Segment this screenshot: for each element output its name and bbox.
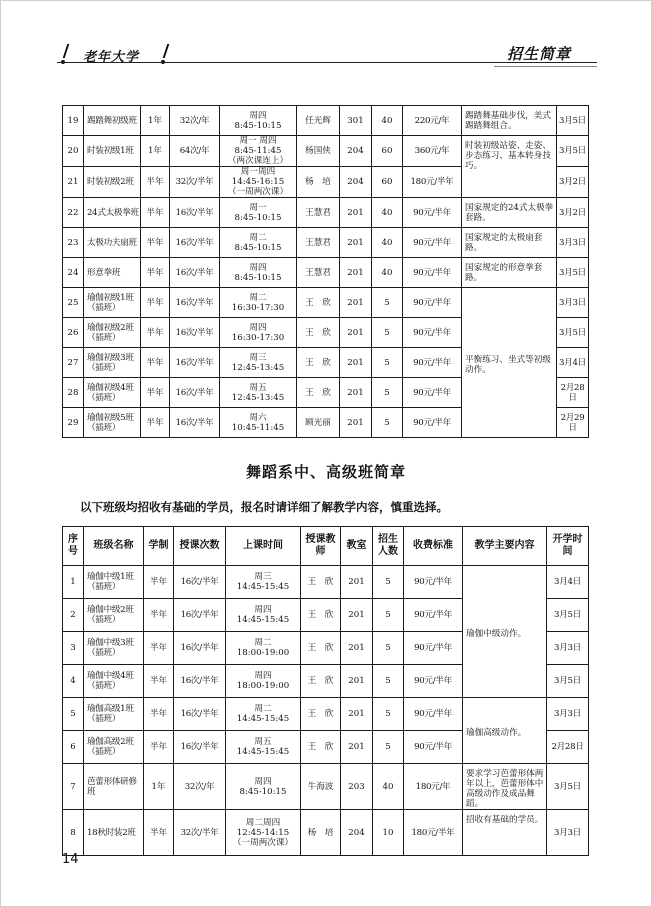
- cell-sessions: 32次/半年: [170, 167, 220, 198]
- cell-room: 201: [340, 348, 372, 378]
- cell-teacher: 王 欣: [297, 288, 340, 318]
- cell-no: 8: [63, 810, 84, 856]
- cell-fee: 90元/半年: [403, 318, 462, 348]
- header-rule-accent: [494, 66, 597, 67]
- cell-start: 3月5日: [557, 106, 589, 136]
- cell-term: 半年: [141, 378, 170, 408]
- header-right-title: 招生简章: [506, 45, 571, 63]
- cell-term: 半年: [144, 632, 174, 665]
- cell-time: 周五 14:45-15:45: [226, 731, 301, 764]
- table-row: [63, 198, 589, 228]
- cell-content: [462, 228, 557, 258]
- cell-content: [463, 810, 547, 856]
- cell-start: 3月3日: [557, 228, 589, 258]
- table-row: [63, 228, 589, 258]
- cell-term: 半年: [141, 258, 170, 288]
- content-text: 国家规定的形意拳套路。: [465, 263, 543, 283]
- cell-time: 周四 16:30-17:30: [220, 318, 297, 348]
- cell-quota: 40: [372, 106, 403, 136]
- cell-class-name: 时装初级2班: [84, 167, 141, 198]
- content-text: 国家规定的太极扇套路。: [465, 233, 543, 253]
- cell-fee: 180元/年: [404, 764, 463, 810]
- cell-content: [463, 566, 547, 698]
- cell-teacher: 王 欣: [301, 665, 341, 698]
- cell-quota: 40: [372, 258, 403, 288]
- cell-no: 2: [63, 599, 84, 632]
- cell-start: 3月2日: [557, 167, 589, 198]
- cell-quota: 5: [373, 566, 404, 599]
- cell-time: 周四 14:45-15:45: [226, 599, 301, 632]
- cell-quota: 5: [372, 288, 403, 318]
- cell-sessions: 16次/半年: [170, 408, 220, 438]
- cell-room: 301: [340, 106, 372, 136]
- cell-term: 半年: [141, 288, 170, 318]
- table-row: [63, 764, 589, 810]
- cell-teacher: 任光辉: [297, 106, 340, 136]
- col-header-name: 班级名称: [84, 527, 144, 566]
- col-header-content: 教学主要内容: [463, 527, 547, 566]
- cell-term: 半年: [141, 228, 170, 258]
- cell-start: 3月3日: [557, 288, 589, 318]
- cell-quota: 40: [373, 764, 404, 810]
- cell-class-name: 时装初级1班: [84, 136, 141, 167]
- cell-start: 2月28日: [547, 731, 589, 764]
- cell-term: 半年: [144, 665, 174, 698]
- cell-quota: 60: [372, 167, 403, 198]
- col-header-no: 序号: [63, 527, 84, 566]
- cell-start: 3月4日: [557, 348, 589, 378]
- table-row: [63, 566, 589, 599]
- cell-time: 周二 16:30-17:30: [220, 288, 297, 318]
- cell-sessions: 16次/半年: [170, 258, 220, 288]
- table-row: [63, 258, 589, 288]
- cell-no: 26: [63, 318, 84, 348]
- cell-teacher: 王 欣: [297, 378, 340, 408]
- cell-no: 21: [63, 167, 84, 198]
- cell-sessions: 16次/半年: [170, 228, 220, 258]
- cell-teacher: 王 欣: [297, 318, 340, 348]
- cell-room: 203: [341, 764, 373, 810]
- cell-class-name: 瑜伽中级1班 （插班）: [84, 566, 144, 599]
- cell-sessions: 16次/半年: [170, 378, 220, 408]
- cell-quota: 5: [372, 378, 403, 408]
- cell-start: 3月5日: [547, 599, 589, 632]
- col-header-start: 开学时间: [547, 527, 589, 566]
- cell-class-name: 瑜伽初级1班 （插班）: [84, 288, 141, 318]
- cell-time: 周一周四 14:45-16:15 （一周两次课）: [220, 167, 297, 198]
- cell-no: 22: [63, 198, 84, 228]
- cell-time: 周三 14:45-15:45: [226, 566, 301, 599]
- col-header-term: 学制: [144, 527, 174, 566]
- cell-class-name: 24式太极拳班: [84, 198, 141, 228]
- header-ornament: [163, 44, 170, 58]
- cell-room: 204: [340, 136, 372, 167]
- cell-time: 周二周四 12:45-14:15 （一周两次课）: [226, 810, 301, 856]
- cell-fee: 90元/半年: [403, 198, 462, 228]
- cell-quota: 5: [373, 632, 404, 665]
- cell-teacher: 牛海波: [301, 764, 341, 810]
- cell-time: 周二 8:45-10:15: [220, 228, 297, 258]
- cell-room: 204: [340, 167, 372, 198]
- cell-term: 半年: [144, 698, 174, 731]
- cell-time: 周四 8:45-10:15: [220, 258, 297, 288]
- cell-content: [462, 106, 557, 136]
- cell-class-name: 瑜伽中级3班 （插班）: [84, 632, 144, 665]
- cell-time: 周二 18:00-19:00: [226, 632, 301, 665]
- cell-fee: 180元/半年: [404, 810, 463, 856]
- section-intro: 以下班级均招收有基础的学员，报名时请详细了解教学内容，慎重选择。: [80, 500, 448, 514]
- cell-content: [463, 698, 547, 764]
- cell-no: 5: [63, 698, 84, 731]
- cell-teacher: 杨 培: [301, 810, 341, 856]
- cell-room: 201: [340, 198, 372, 228]
- cell-class-name: 太极功夫扇班: [84, 228, 141, 258]
- cell-no: 3: [63, 632, 84, 665]
- cell-room: 201: [340, 318, 372, 348]
- content-text: 瑜伽中级动作。: [466, 629, 527, 639]
- content-text: 平衡练习、坐式等初级动作。: [465, 355, 551, 375]
- content-text: 招收有基础的学员。: [466, 815, 544, 825]
- cell-term: 1年: [144, 764, 174, 810]
- cell-teacher: 杨国侠: [297, 136, 340, 167]
- cell-time: 周四 8:45-10:15: [226, 764, 301, 810]
- cell-sessions: 16次/半年: [174, 698, 226, 731]
- cell-sessions: 16次/半年: [170, 318, 220, 348]
- cell-teacher: 王慧君: [297, 228, 340, 258]
- cell-teacher: 王慧君: [297, 198, 340, 228]
- cell-no: 1: [63, 566, 84, 599]
- cell-fee: 180元/半年: [403, 167, 462, 198]
- cell-term: 半年: [144, 566, 174, 599]
- cell-teacher: 王 欣: [301, 632, 341, 665]
- col-header-sessions: 授课次数: [174, 527, 226, 566]
- cell-room: 201: [341, 632, 373, 665]
- cell-teacher: 王 欣: [301, 566, 341, 599]
- cell-fee: 90元/半年: [404, 698, 463, 731]
- cell-class-name: 18秋时装2班: [84, 810, 144, 856]
- cell-room: 201: [340, 378, 372, 408]
- header-rule: [57, 62, 597, 63]
- col-header-time: 上课时间: [226, 527, 301, 566]
- cell-fee: 90元/半年: [404, 566, 463, 599]
- cell-sessions: 16次/半年: [170, 348, 220, 378]
- cell-quota: 5: [372, 348, 403, 378]
- header-left-title: 老年大学: [83, 50, 140, 65]
- cell-quota: 40: [372, 198, 403, 228]
- cell-term: 半年: [141, 408, 170, 438]
- cell-room: 201: [340, 228, 372, 258]
- cell-room: 201: [341, 599, 373, 632]
- cell-sessions: 16次/半年: [174, 599, 226, 632]
- cell-room: 201: [341, 698, 373, 731]
- course-table-advanced: [62, 526, 589, 856]
- cell-quota: 60: [372, 136, 403, 167]
- cell-no: 6: [63, 731, 84, 764]
- cell-start: 3月3日: [547, 698, 589, 731]
- cell-quota: 5: [373, 599, 404, 632]
- cell-time: 周六 10:45-11:45: [220, 408, 297, 438]
- col-header-quota: 招生人数: [373, 527, 404, 566]
- cell-fee: 90元/半年: [403, 378, 462, 408]
- cell-class-name: 瑜伽高级2班 （插班）: [84, 731, 144, 764]
- col-header-room: 教室: [341, 527, 373, 566]
- table-row: [63, 106, 589, 136]
- cell-start: 3月2日: [557, 198, 589, 228]
- content-text: 时装初级站姿、走姿、步态练习、基本转身技巧。: [465, 141, 551, 171]
- cell-class-name: 踢踏舞初级班: [84, 106, 141, 136]
- cell-no: 19: [63, 106, 84, 136]
- content-text: 要求学习芭蕾形体两年以上，芭蕾形体中高级动作及成品舞蹈。: [466, 769, 544, 809]
- cell-term: 1年: [141, 106, 170, 136]
- cell-quota: 5: [372, 408, 403, 438]
- cell-quota: 40: [372, 228, 403, 258]
- cell-no: 29: [63, 408, 84, 438]
- cell-time: 周三 12:45-13:45: [220, 348, 297, 378]
- cell-class-name: 芭蕾形体研修班: [84, 764, 144, 810]
- cell-teacher: 王 欣: [301, 698, 341, 731]
- cell-start: 3月4日: [547, 566, 589, 599]
- cell-fee: 90元/半年: [404, 665, 463, 698]
- cell-fee: 90元/半年: [403, 228, 462, 258]
- cell-time: 周二 14:45-15:45: [226, 698, 301, 731]
- cell-sessions: 64次/年: [170, 136, 220, 167]
- cell-start: 3月3日: [547, 632, 589, 665]
- cell-term: 1年: [141, 136, 170, 167]
- cell-no: 20: [63, 136, 84, 167]
- cell-sessions: 32次/半年: [174, 810, 226, 856]
- cell-class-name: 瑜伽初级5班 （插班）: [84, 408, 141, 438]
- cell-class-name: 瑜伽初级3班 （插班）: [84, 348, 141, 378]
- cell-content: [462, 136, 557, 198]
- cell-class-name: 瑜伽中级2班 （插班）: [84, 599, 144, 632]
- cell-no: 24: [63, 258, 84, 288]
- cell-no: 28: [63, 378, 84, 408]
- cell-room: 201: [341, 665, 373, 698]
- cell-teacher: 王 欣: [297, 348, 340, 378]
- content-text: 国家规定的24式太极拳套路。: [465, 203, 554, 223]
- header-ornament: [63, 44, 70, 58]
- cell-room: 201: [340, 408, 372, 438]
- cell-teacher: 王 欣: [301, 731, 341, 764]
- course-table-basic: [62, 105, 589, 438]
- content-text: 踢踏舞基础步伐，美式踢踏舞组合。: [465, 111, 551, 131]
- cell-teacher: 顾光丽: [297, 408, 340, 438]
- cell-term: 半年: [141, 318, 170, 348]
- cell-sessions: 16次/半年: [174, 632, 226, 665]
- cell-quota: 5: [373, 665, 404, 698]
- cell-fee: 90元/半年: [403, 348, 462, 378]
- page-number: 14: [62, 852, 79, 867]
- cell-sessions: 32次/年: [174, 764, 226, 810]
- table-header-row: [63, 527, 589, 566]
- cell-class-name: 瑜伽初级2班 （插班）: [84, 318, 141, 348]
- cell-room: 204: [341, 810, 373, 856]
- cell-content: [462, 288, 557, 438]
- cell-quota: 5: [372, 318, 403, 348]
- cell-fee: 90元/半年: [404, 599, 463, 632]
- cell-start: 2月28日: [557, 378, 589, 408]
- cell-class-name: 瑜伽高级1班 （插班）: [84, 698, 144, 731]
- cell-term: 半年: [141, 167, 170, 198]
- cell-sessions: 16次/半年: [170, 288, 220, 318]
- cell-sessions: 16次/半年: [170, 198, 220, 228]
- col-header-teacher: 授课教师: [301, 527, 341, 566]
- cell-content: [462, 198, 557, 228]
- cell-fee: 90元/半年: [403, 408, 462, 438]
- cell-class-name: 瑜伽初级4班 （插班）: [84, 378, 141, 408]
- cell-term: 半年: [144, 731, 174, 764]
- cell-sessions: 16次/半年: [174, 566, 226, 599]
- table-row: [63, 136, 589, 167]
- cell-term: 半年: [144, 810, 174, 856]
- cell-time: 周四 18:00-19:00: [226, 665, 301, 698]
- section-title: 舞蹈系中、高级班简章: [245, 463, 406, 481]
- table-row: [63, 288, 589, 318]
- cell-room: 201: [341, 731, 373, 764]
- cell-time: 周五 12:45-13:45: [220, 378, 297, 408]
- running-header: [57, 38, 597, 78]
- cell-teacher: 杨 培: [297, 167, 340, 198]
- cell-sessions: 16次/半年: [174, 731, 226, 764]
- cell-sessions: 32次/年: [170, 106, 220, 136]
- cell-time: 周一 8:45-10:15: [220, 198, 297, 228]
- cell-quota: 5: [373, 731, 404, 764]
- cell-no: 25: [63, 288, 84, 318]
- cell-term: 半年: [144, 599, 174, 632]
- cell-room: 201: [341, 566, 373, 599]
- cell-start: 3月5日: [557, 258, 589, 288]
- cell-no: 4: [63, 665, 84, 698]
- cell-start: 2月29日: [557, 408, 589, 438]
- table-row: [63, 698, 589, 731]
- cell-start: 3月5日: [547, 665, 589, 698]
- content-text: 瑜伽高级动作。: [466, 728, 527, 738]
- cell-term: 半年: [141, 198, 170, 228]
- cell-room: 201: [340, 288, 372, 318]
- cell-teacher: 王 欣: [301, 599, 341, 632]
- cell-fee: 360元/年: [403, 136, 462, 167]
- cell-time: 周四 8:45-10:15: [220, 106, 297, 136]
- cell-no: 23: [63, 228, 84, 258]
- cell-no: 7: [63, 764, 84, 810]
- cell-fee: 90元/半年: [404, 731, 463, 764]
- cell-class-name: 瑜伽中级4班 （插班）: [84, 665, 144, 698]
- cell-sessions: 16次/半年: [174, 665, 226, 698]
- cell-fee: 90元/半年: [403, 288, 462, 318]
- cell-class-name: 形意拳班: [84, 258, 141, 288]
- cell-term: 半年: [141, 348, 170, 378]
- cell-start: 3月5日: [557, 318, 589, 348]
- cell-start: 3月5日: [557, 136, 589, 167]
- cell-fee: 90元/半年: [403, 258, 462, 288]
- cell-start: 3月5日: [547, 764, 589, 810]
- cell-content: [462, 258, 557, 288]
- cell-content: [463, 764, 547, 810]
- col-header-fee: 收费标准: [404, 527, 463, 566]
- table-row: [63, 810, 589, 856]
- cell-fee: 90元/半年: [404, 632, 463, 665]
- cell-no: 27: [63, 348, 84, 378]
- cell-start: 3月3日: [547, 810, 589, 856]
- cell-time: 周一 周四 8:45-11:45 （两次课连上）: [220, 136, 297, 167]
- cell-room: 201: [340, 258, 372, 288]
- cell-quota: 5: [373, 698, 404, 731]
- cell-quota: 10: [373, 810, 404, 856]
- cell-fee: 220元/年: [403, 106, 462, 136]
- cell-teacher: 王慧君: [297, 258, 340, 288]
